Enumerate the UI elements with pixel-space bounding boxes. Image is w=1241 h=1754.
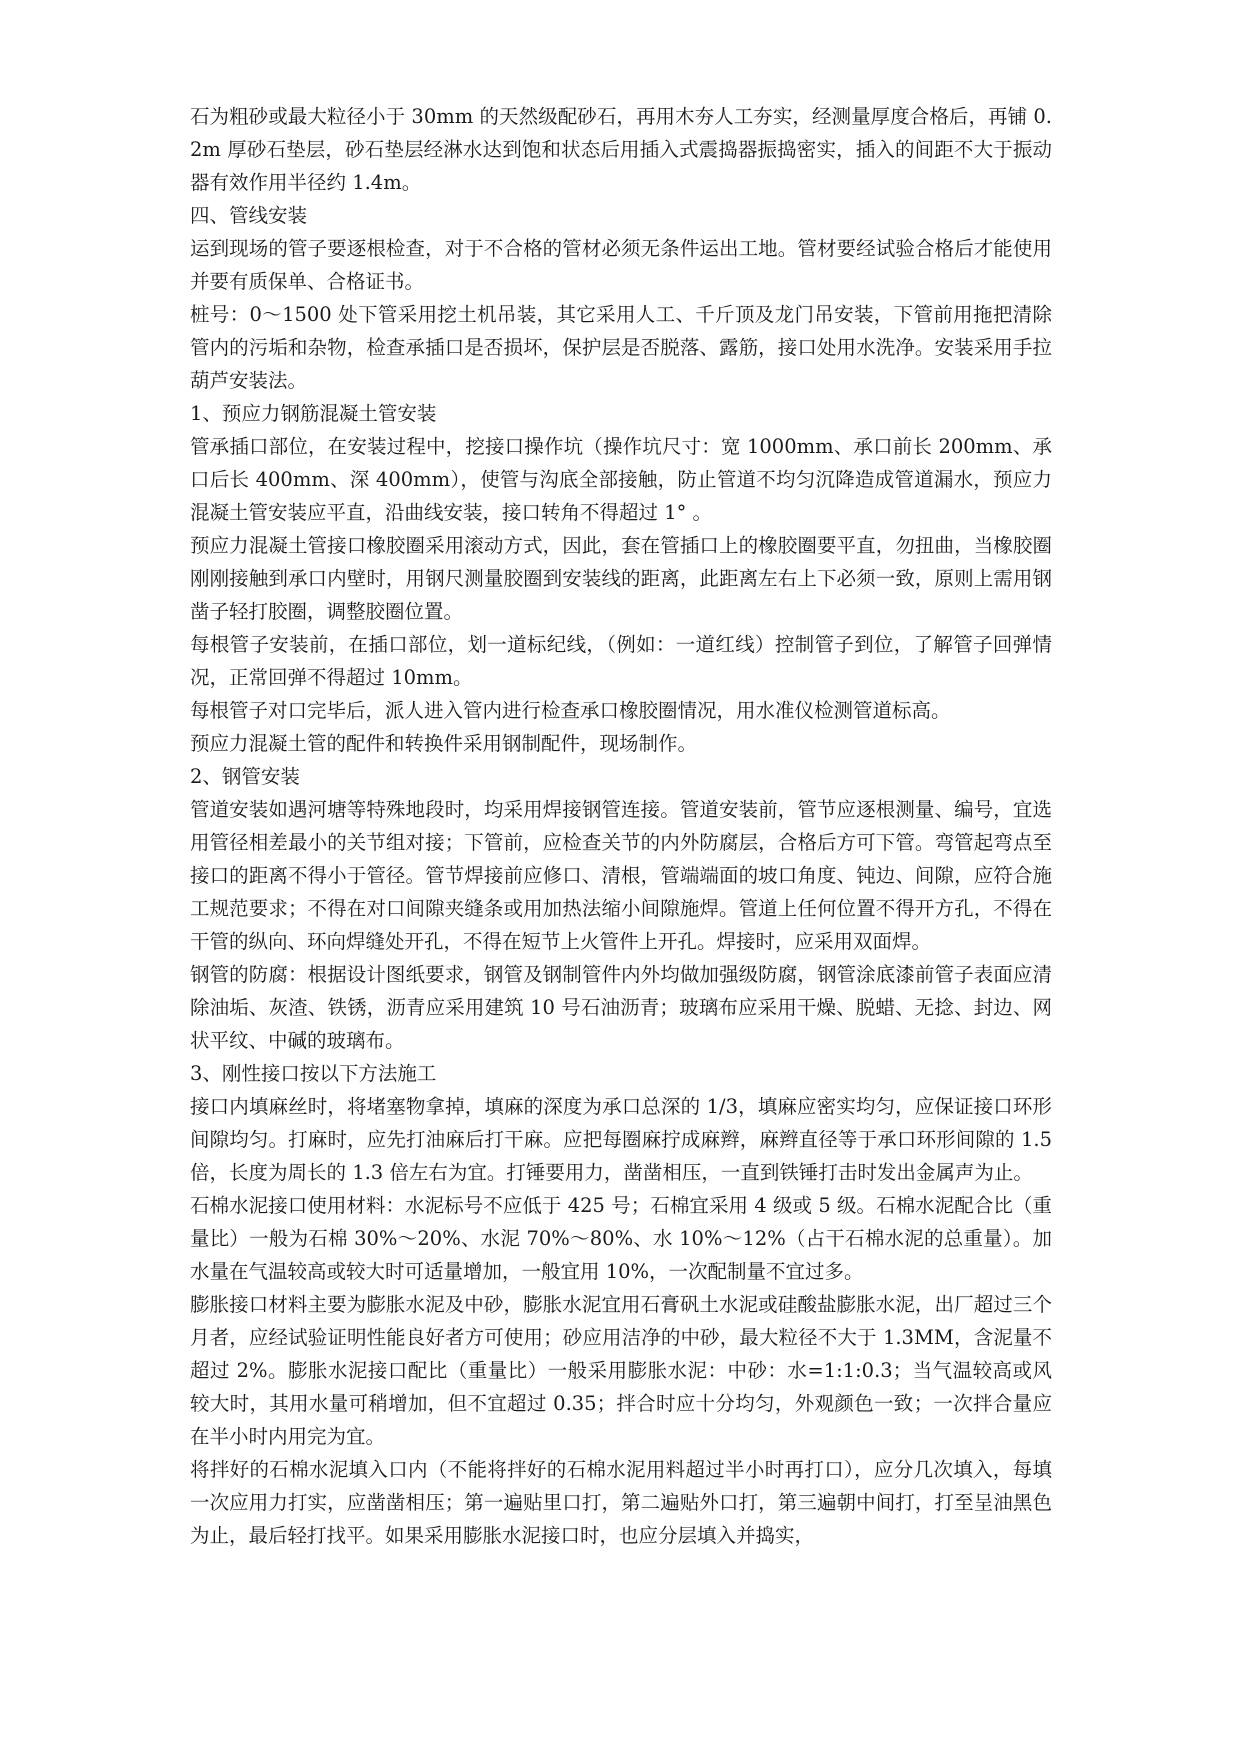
paragraph: 石棉水泥接口使用材料：水泥标号不应低于 425 号；石棉宜采用 4 级或 5 级。石棉水泥配合比（重量比）一般为石棉 30%～20%、水泥 70%～80%、水 10%～12%（占干石棉水泥的总重量）。加水量在气温较高或较大时可适量增加，一般宜用 10%，一次配制量不宜过多。 [190,1194,1052,1283]
paragraph: 管承插口部位，在安装过程中，挖接口操作坑（操作坑尺寸：宽 1000mm、承口前长 200mm、承口后长 400mm、深 400mm），使管与沟底全部接触，防止管道不均匀沉降造成管道漏水，预应力混凝土管安装应平直，沿曲线安装，接口转角不得超过 1° 。 [190,435,1052,524]
paragraph: 接口内填麻丝时，将堵塞物拿掉，填麻的深度为承口总深的 1/3，填麻应密实均匀，应保证接口环形间隙均匀。打麻时，应先打油麻后打干麻。应把每圈麻拧成麻辫，麻辫直径等于承口环形间隙的 1.5 倍，长度为周长的 1.3 倍左右为宜。打锤要用力，凿凿相压，一直到铁锤打击时发出金属声为止。 [190,1095,1052,1184]
paragraph: 每根管子对口完毕后，派人进入管内进行检查承口橡胶圈情况，用水准仪检测管道标高。 [190,699,951,722]
paragraph: 将拌好的石棉水泥填入口内（不能将拌好的石棉水泥用料超过半小时再打口），应分几次填入，每填一次应用力打实，应凿凿相压；第一遍贴里口打，第二遍贴外口打，第三遍朝中间打，打至呈油黑色为止，最后轻打找平。如果采用膨胀水泥接口时，也应分层填入并捣实， [190,1458,1052,1547]
document-body [190,100,1052,1552]
paragraph: 预应力混凝土管的配件和转换件采用钢制配件，现场制作。 [190,732,698,755]
subsection-heading: 2、钢管安装 [190,765,300,788]
paragraph: 每根管子安装前，在插口部位，划一道标纪线，（例如：一道红线）控制管子到位，了解管子回弹情况，正常回弹不得超过 10mm。 [190,633,1052,689]
paragraph: 预应力混凝土管接口橡胶圈采用滚动方式，因此，套在管插口上的橡胶圈要平直，勿扭曲，当橡胶圈刚刚接触到承口内壁时，用钢尺测量胶圈到安装线的距离，此距离左右上下必须一致，原则上需用钢凿子轻打胶圈，调整胶圈位置。 [190,534,1052,623]
paragraph: 运到现场的管子要逐根检查，对于不合格的管材必须无条件运出工地。管材要经试验合格后才能使用并要有质保单、合格证书。 [190,237,1052,293]
subsection-heading: 1、预应力钢筋混凝土管安装 [190,402,437,425]
paragraph: 桩号：0～1500 处下管采用挖土机吊装，其它采用人工、千斤顶及龙门吊安装，下管前用拖把清除管内的污垢和杂物，检查承插口是否损坏，保护层是否脱落、露筋，接口处用水洗净。安装采用手拉葫芦安装法。 [190,303,1052,392]
subsection-heading: 3、刚性接口按以下方法施工 [190,1062,437,1085]
paragraph: 膨胀接口材料主要为膨胀水泥及中砂，膨胀水泥宜用石膏矾土水泥或硅酸盐膨胀水泥，出厂超过三个月者，应经试验证明性能良好者方可使用；砂应用洁净的中砂，最大粒径不大于 1.3MM，含泥量不超过 2%。膨胀水泥接口配比（重量比）一般采用膨胀水泥：中砂：水=1:1:0.3；当气温较高或风较大时，其用水量可稍增加，但不宜超过 0.35；拌合时应十分均匀，外观颜色一致；一次拌合量应在半小时内用完为宜。 [190,1293,1052,1448]
section-heading: 四、管线安装 [190,204,308,227]
paragraph: 管道安装如遇河塘等特殊地段时，均采用焊接钢管连接。管道安装前，管节应逐根测量、编号，宜选用管径相差最小的关节组对接；下管前，应检查关节的内外防腐层，合格后方可下管。弯管起弯点至接口的距离不得小于管径。管节焊接前应修口、清根，管端端面的坡口角度、钝边、间隙，应符合施工规范要求；不得在对口间隙夹缝条或用加热法缩小间隙施焊。管道上任何位置不得开方孔，不得在干管的纵向、环向焊缝处开孔，不得在短节上火管件上开孔。焊接时，应采用双面焊。 [190,798,1052,953]
paragraph: 石为粗砂或最大粒径小于 30mm 的天然级配砂石，再用木夯人工夯实，经测量厚度合格后，再铺 0.2m 厚砂石垫层，砂石垫层经淋水达到饱和状态后用插入式震捣器振捣密实，插入的间距不大于振动器有效作用半径约 1.4m。 [190,105,1052,194]
paragraph: 钢管的防腐：根据设计图纸要求，钢管及钢制管件内外均做加强级防腐，钢管涂底漆前管子表面应清除油垢、灰渣、铁锈，沥青应采用建筑 10 号石油沥青；玻璃布应采用干燥、脱蜡、无捻、封边、网状平纹、中碱的玻璃布。 [190,963,1052,1052]
